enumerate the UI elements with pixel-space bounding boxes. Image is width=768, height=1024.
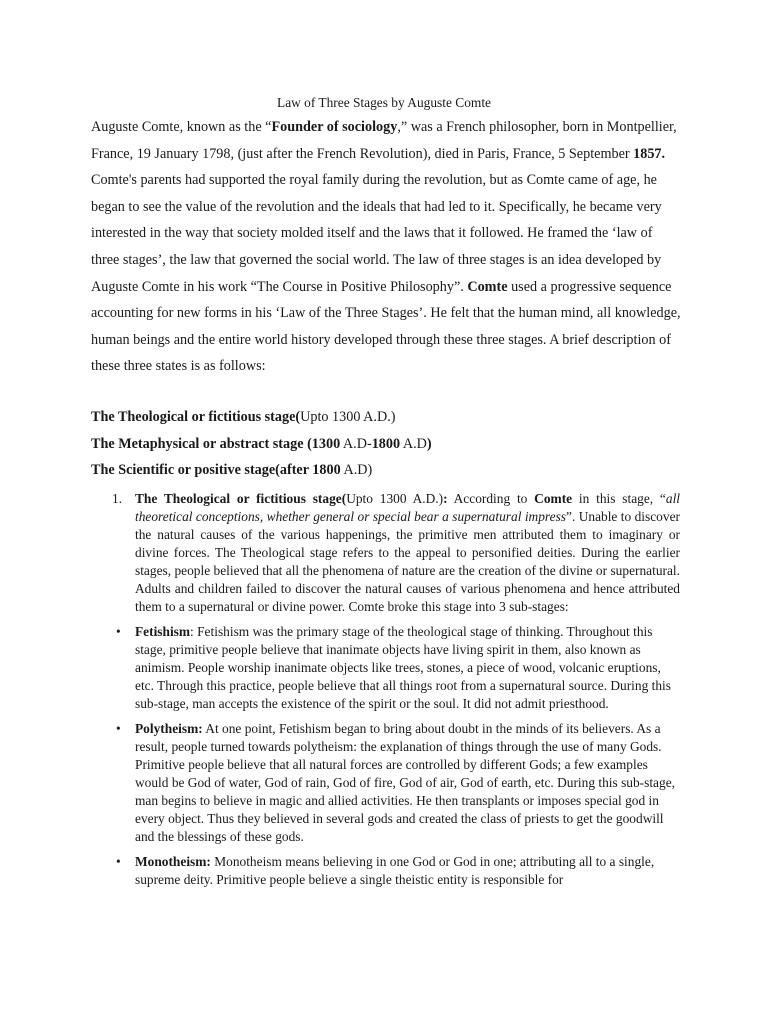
intro-founder: Founder of sociology xyxy=(271,119,398,135)
stage-paren: ) xyxy=(426,435,432,452)
stage-detail-list xyxy=(112,490,680,889)
stage-theological xyxy=(91,404,681,431)
item-comte: Comte xyxy=(534,491,573,506)
bullet-text: At one point, Fetishism began to bring about doubt in the minds of its believers. As a result, people turned towards polytheism: the explanation of things through the use of many Gods. Primitive people believe that all natural forces are controlled by different Gods; a few examples would be God of water, God of rain, God of fire, God of air, God of earth, etc. During this sub-stage, man begins to believe in magic and allied activities. He then transplants or imposes special god in every object. Thus they believed in several gods and created the class of priests to get the goodwill and the blessings of these gods. xyxy=(135,721,675,844)
bullet-body xyxy=(135,720,680,846)
intro-text-2: ,” was a French philosopher, born in Montpellier, France, 19 January 1798, (just after the French Revolution), died in Paris, France, 5 September xyxy=(91,119,677,162)
bullet-text: : Fetishism was the primary stage of the theological stage of thinking. Throughout this stage, primitive people believe that inanimate objects have living spirit in them, also known as animism. People worship inanimate objects like trees, stones, a piece of wood, volcanic eruptions, etc. Through this practice, people believe that all things root from a supernatural source. During this sub-stage, man accepts the existence of the spirit or the soul. It did not admit priesthood. xyxy=(135,624,671,711)
item-heading: The Theological or fictitious stage( xyxy=(135,491,347,506)
stage-period: A.D- xyxy=(340,435,372,452)
document-title: Law of Three Stages by Auguste Comte xyxy=(277,95,491,110)
bullet-item-polytheism xyxy=(112,720,680,846)
stage-list xyxy=(91,404,681,484)
item-lead: According to xyxy=(447,491,535,506)
numbered-item-theological xyxy=(112,490,680,616)
intro-year: 1857. xyxy=(633,145,666,162)
bullet-icon: • xyxy=(116,854,121,869)
stage-period: A.D) xyxy=(340,462,373,479)
intro-text-1: Auguste Comte, known as the “ xyxy=(91,119,272,135)
item-number: 1. xyxy=(112,491,123,506)
bullet-item-monotheism xyxy=(112,853,680,889)
item-quote-end: ”. xyxy=(566,509,576,524)
intro-text-4: used a progressive sequence accounting for new forms in his ‘Law of the Three Stages’. He felt that the human mind, all knowledge, human beings and the entire world history developed through these three stages. A brief description of these three states is as follows: xyxy=(91,278,681,375)
bullet-body xyxy=(135,623,680,713)
intro-comte: Comte xyxy=(467,278,508,295)
intro-paragraph xyxy=(91,114,681,380)
stage-scientific xyxy=(91,457,681,484)
bullet-body xyxy=(135,853,680,889)
item-quote: all theoretical conceptions, whether general or special bear a supernatural impress xyxy=(135,491,681,524)
stage-period-year: 1800 xyxy=(371,435,401,452)
stage-period-end: A.D xyxy=(400,435,427,452)
stage-label: The Theological or fictitious stage( xyxy=(91,409,301,425)
bullet-icon: • xyxy=(116,721,121,736)
bullet-item-fetishism xyxy=(112,623,680,713)
stage-period: Upto 1300 A.D.) xyxy=(300,409,396,425)
item-text: Unable to discover the natural causes of the various happenings, the primitive men attributed them to imaginary or divine forces. The Theological stage refers to the appeal to personified deities. During the earlier stages, people believed that all the phenomena of nature are the creation of the divine or supernatural. Adults and children failed to discover the natural causes of various phenomena and hence attributed them to a supernatural or divine power. Comte broke this stage into 3 sub-stages: xyxy=(135,509,680,614)
item-lead-2: in this stage, “ xyxy=(572,491,666,506)
bullet-icon: • xyxy=(116,624,121,639)
bullet-label: Fetishism xyxy=(135,624,191,639)
bullet-label: Monotheism: xyxy=(135,854,211,869)
stage-metaphysical xyxy=(91,431,681,458)
item-range: Upto 1300 A.D.) xyxy=(346,491,444,506)
stage-label: The Scientific or positive stage(after 1800 xyxy=(91,462,341,479)
intro-text-3: Comte's parents had supported the royal family during the revolution, but as Comte came of age, he began to see the value of the revolution and the ideals that had led to it. Specifically, he became very interested in the way that society molded itself and the laws that it followed. He framed the ‘law of three stages’, the law that governed the social world. The law of three stages is an idea developed by Auguste Comte in his work “The Course in Positive Philosophy”. xyxy=(91,172,662,295)
bullet-text: Monotheism means believing in one God or God in one; attributing all to a single, supreme deity. Primitive people believe a single theistic entity is responsible for xyxy=(135,854,655,887)
item-body xyxy=(135,490,680,616)
item-colon: : xyxy=(443,491,448,506)
bullet-label: Polytheism: xyxy=(135,721,203,736)
stage-label: The Metaphysical or abstract stage (1300 xyxy=(91,435,341,452)
